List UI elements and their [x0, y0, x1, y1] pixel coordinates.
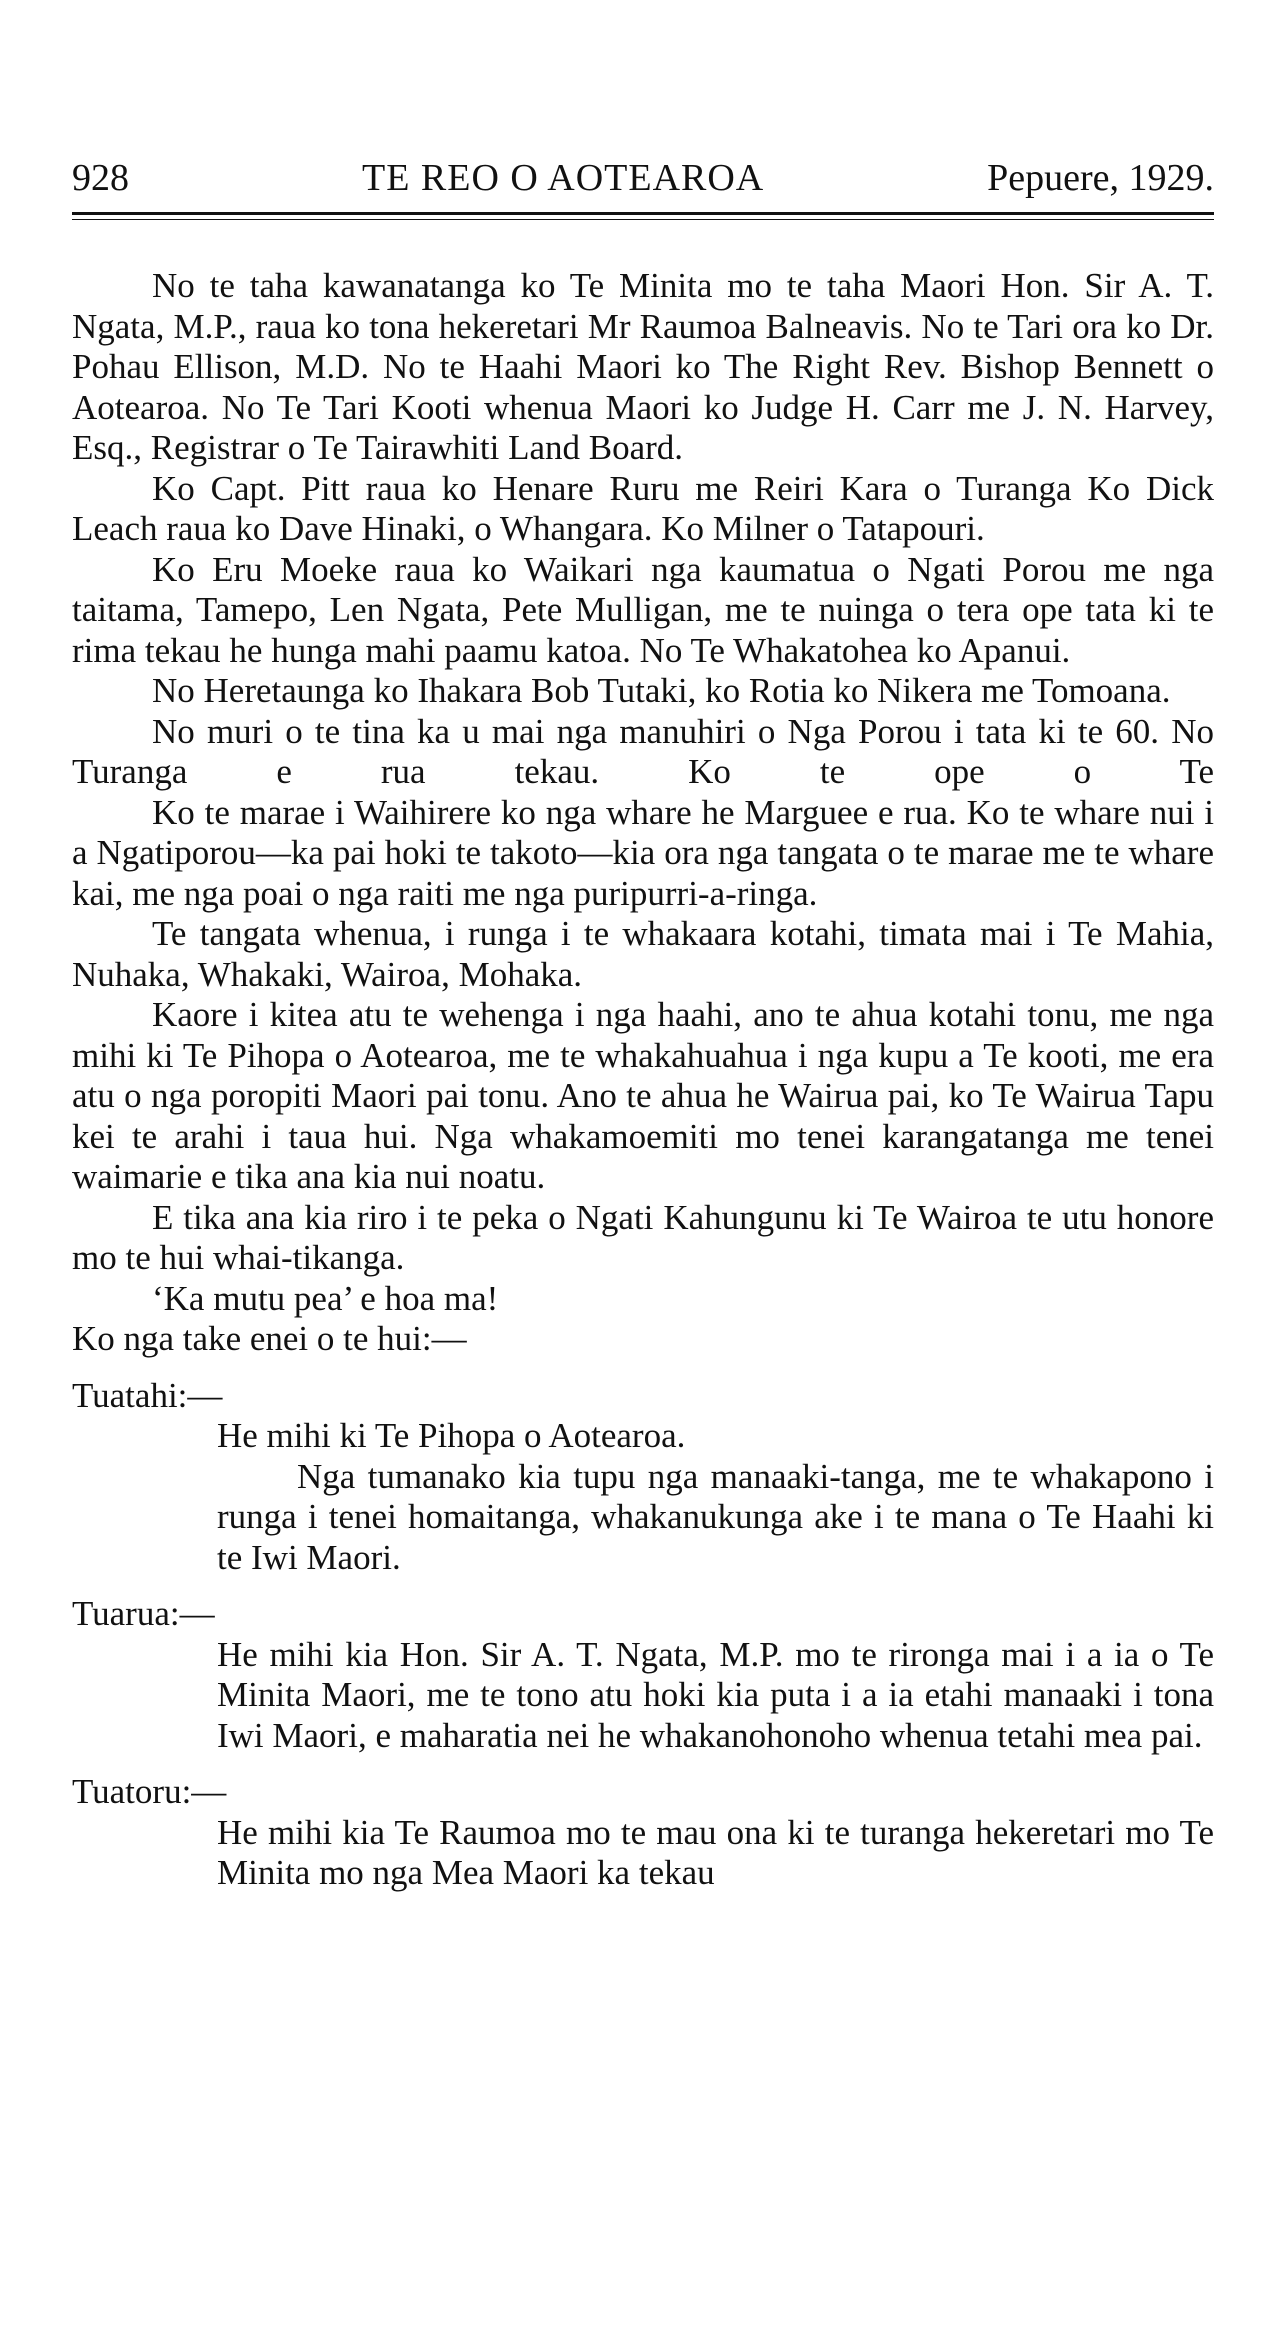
agenda-item-label: Tuarua:— — [72, 1594, 215, 1633]
publication-title: TE REO O AOTEAROA — [362, 157, 765, 199]
paragraph: Ko te marae i Waihirere ko nga whare he Marguee e rua. Ko te whare nui i a Ngatiporou—ka pai hoki te takoto—kia ora nga tangata o te marae me te whare kai, me nga poai o nga raiti me nga puripurri-a-ringa. — [72, 792, 1214, 913]
agenda-item-line: He mihi kia Hon. Sir A. T. Ngata, M.P. mo te rironga mai i a ia o Te Minita Maori, me te tono atu hoki kia puta i a ia etahi manaaki i tona Iwi Maori, e maharatia nei he whakanohonoho whenua tetahi mea pai. — [217, 1634, 1214, 1755]
document-page — [72, 150, 1214, 1894]
agenda-item-line: He mihi ki Te Pihopa o Aotearoa. — [217, 1416, 686, 1455]
paragraph: Ko Eru Moeke raua ko Waikari nga kaumatua o Ngati Porou me nga taitama, Tamepo, Len Ngata, Pete Mulligan, me te nuinga o tera ope tata ki te rima tekau he hunga mahi paamu katoa. No Te Whakatohea ko Apanui. — [72, 549, 1214, 670]
agenda-item-label: Tuatoru:— — [72, 1772, 227, 1811]
paragraph: No te taha kawanatanga ko Te Minita mo te taha Maori Hon. Sir A. T. Ngata, M.P., raua ko tona hekeretari Mr Raumoa Balneavis. No te Tari ora ko Dr. Pohau Ellison, M.D. No te Haahi Maori ko The Right Rev. Bishop Bennett o Aotearoa. No Te Tari Kooti whenua Maori ko Judge H. Carr me J. N. Harvey, Esq., Registrar o Te Tairawhiti Land Board. — [72, 266, 1214, 467]
issue-date: Pepuere, 1929. — [987, 157, 1214, 199]
agenda-item-body — [217, 1813, 1214, 1894]
paragraph: Te tangata whenua, i runga i te whakaara kotahi, timata mai i Te Mahia, Nuhaka, Whakaki, Wairoa, Mohaka. — [72, 914, 1214, 994]
paragraph: No muri o te tina ka u mai nga manuhiri o Nga Porou i tata ki te 60. No Turanga e rua tekau. Ko te ope o Te — [72, 711, 1214, 791]
article-body — [72, 266, 1214, 1360]
paragraph: No Heretaunga ko Ihakara Bob Tutaki, ko Rotia ko Nikera me Tomoana. — [152, 671, 1171, 710]
paragraph: Kaore i kitea atu te wehenga i nga haahi, ano te ahua kotahi tonu, me nga mihi ki Te Pihopa o Aotearoa, me te whakahuahua i nga kupu a Te kooti, me era atu o nga poropiti Maori pai tonu. Ano te ahua he Wairua pai, ko Te Wairua Tapu kei te arahi i taua hui. Nga whakamoemiti mo tenei karangatanga me tenei waimarie e tika ana kia nui noatu. — [72, 995, 1214, 1196]
agenda-item-body — [217, 1416, 1214, 1578]
agenda-item-body — [217, 1635, 1214, 1757]
header-rule-thick — [72, 212, 1214, 215]
agenda-item-line: Nga tumanako kia tupu nga manaaki-tanga, me te whakapono i runga i tenei homaitanga, whakanukunga ake i te mana o Te Haahi ki te Iwi Maori. — [217, 1456, 1214, 1577]
agenda-item-line: He mihi kia Te Raumoa mo te mau ona ki te turanga hekeretari mo Te Minita mo nga Mea Maori ka tekau — [217, 1812, 1214, 1892]
paragraph: Ko Capt. Pitt raua ko Henare Ruru me Reiri Kara o Turanga Ko Dick Leach raua ko Dave Hinaki, o Whangara. Ko Milner o Tatapouri. — [72, 468, 1214, 548]
header-rule-thin — [72, 219, 1214, 220]
page-number: 928 — [72, 157, 129, 199]
running-header — [72, 150, 1214, 206]
paragraph: E tika ana kia riro i te peka o Ngati Kahungunu ki Te Wairoa te utu honore mo te hui whai-tikanga. — [72, 1197, 1214, 1277]
paragraph: ‘Ka mutu pea’ e hoa ma! — [152, 1278, 499, 1318]
agenda-item-label: Tuatahi:— — [72, 1375, 223, 1415]
agenda-intro: Ko nga take enei o te hui:— — [72, 1319, 467, 1358]
